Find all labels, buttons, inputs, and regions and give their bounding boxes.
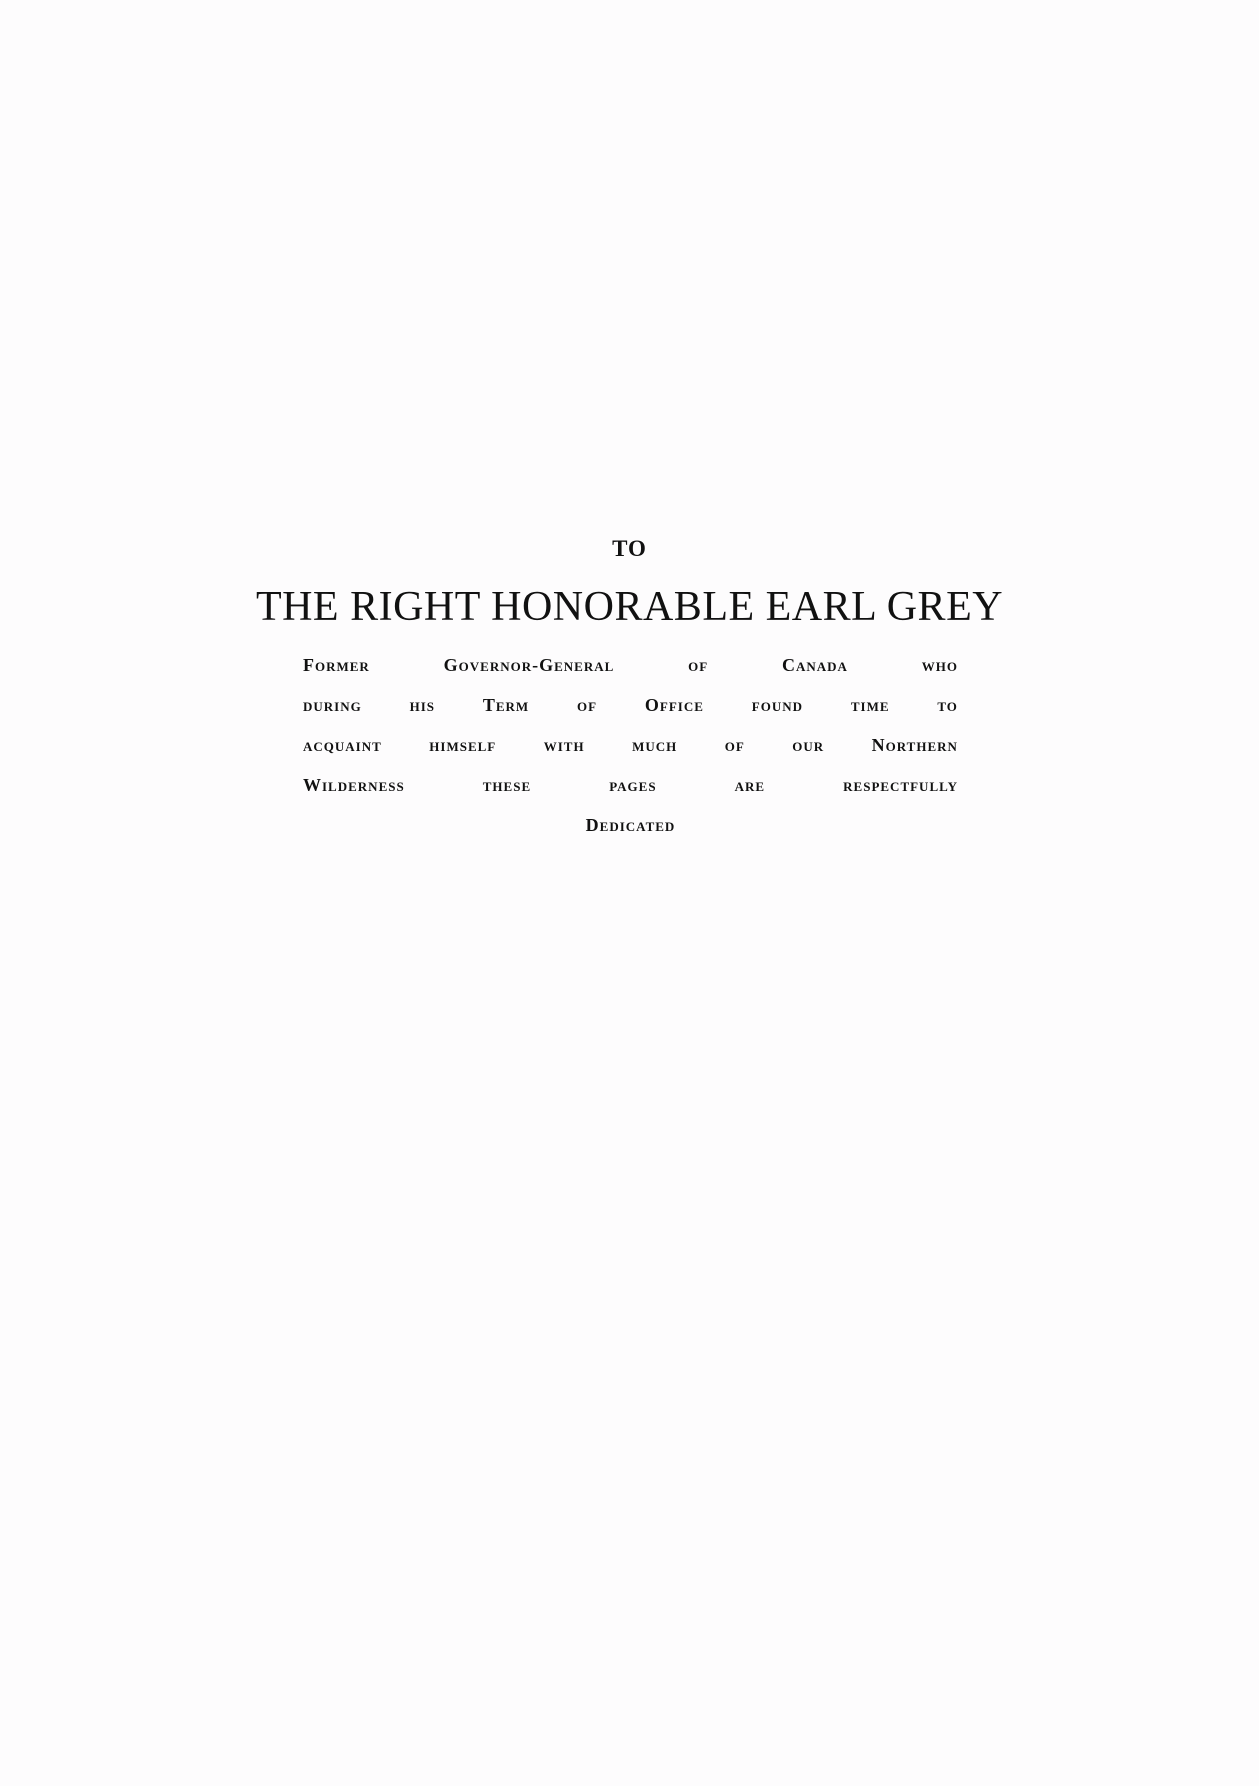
dedication-word: Dedicated (585, 815, 676, 835)
dedication-word: Governor-General (443, 655, 615, 675)
dedication-word: to (937, 695, 958, 715)
dedication-line (303, 685, 958, 725)
dedication-word: who (921, 655, 958, 675)
dedication-line (303, 645, 958, 685)
dedication-word: these (482, 775, 532, 795)
dedication-word: found (751, 695, 803, 715)
dedication-line (303, 805, 958, 845)
dedication-word: of (577, 695, 598, 715)
dedication-word: during (303, 695, 362, 715)
dedication-word: pages (609, 775, 657, 795)
dedication-word: are (734, 775, 766, 795)
dedication-line (303, 765, 958, 805)
dedication-text (303, 645, 958, 845)
dedication-word: of (724, 735, 745, 755)
dedication-word: his (409, 695, 435, 715)
dedication-word: of (688, 655, 709, 675)
dedication-word: much (632, 735, 678, 755)
dedication-word: Canada (781, 655, 848, 675)
dedication-word: respectfully (843, 775, 958, 795)
dedication-word: Office (644, 695, 704, 715)
dedication-word: our (792, 735, 825, 755)
dedication-word: time (850, 695, 890, 715)
dedication-to: TO (612, 536, 647, 561)
dedication-word: Northern (871, 735, 958, 755)
dedication-word: with (543, 735, 585, 755)
dedication-title: THE RIGHT HONORABLE EARL GREY (255, 584, 1004, 630)
dedication-word: Former (303, 655, 370, 675)
dedication-word: himself (429, 735, 497, 755)
dedication-word: Term (482, 695, 530, 715)
dedication-word: Wilderness (303, 775, 405, 795)
dedication-line (303, 725, 958, 765)
dedication-word: acquaint (303, 735, 382, 755)
